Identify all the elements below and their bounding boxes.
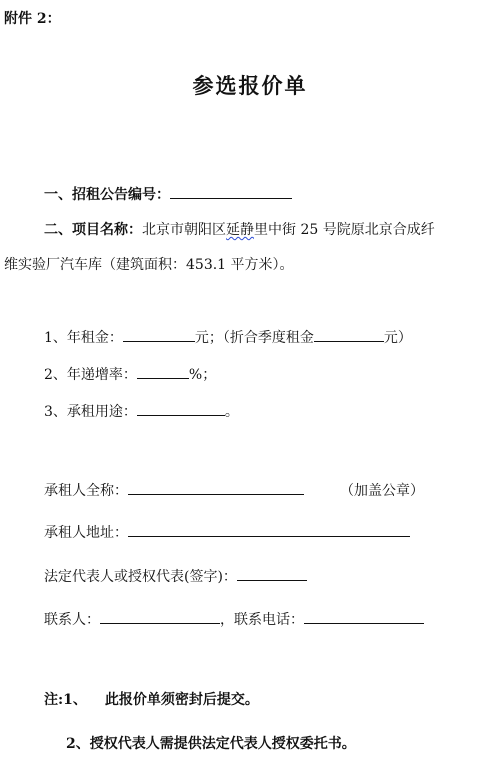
annual-rent-blank[interactable] xyxy=(123,329,195,342)
lessee-name-row xyxy=(44,480,304,500)
quarterly-rent-blank[interactable] xyxy=(314,329,384,342)
note-2: 2、授权代表人需提供法定代表人授权委托书。 xyxy=(66,736,356,752)
project-name-line2: 维实验厂汽车库（建筑面积：453.1 平方米）。 xyxy=(4,257,294,273)
seal-note: （加盖公章） xyxy=(340,483,424,499)
lessee-name-label: 承租人全称： xyxy=(44,483,128,499)
lessee-name-blank[interactable] xyxy=(128,482,304,495)
rental-use-end: 。 xyxy=(224,404,239,420)
annual-rent-unit: 元；（折合季度租金 xyxy=(194,330,314,346)
increase-rate-unit: %； xyxy=(188,367,217,383)
contact-blank[interactable] xyxy=(100,611,220,624)
rental-use-label: 3、承租用途： xyxy=(44,404,137,420)
legal-rep-label: 法定代表人或授权代表(签字)： xyxy=(44,569,237,585)
note-1-prefix: 注:1、 xyxy=(44,692,87,708)
quarterly-rent-unit: 元） xyxy=(383,330,412,346)
increase-rate-row xyxy=(44,364,216,384)
project-name-row xyxy=(44,219,435,239)
contact-phone-label: ，联系电话： xyxy=(220,612,304,628)
annual-rent-label: 1、年租金： xyxy=(44,330,123,346)
increase-rate-blank[interactable] xyxy=(137,366,189,379)
rental-use-row xyxy=(44,401,239,421)
tender-number-blank[interactable] xyxy=(170,186,292,199)
page-title: 参选报价单 xyxy=(192,73,308,98)
tender-number-row xyxy=(44,184,292,204)
contact-row xyxy=(44,609,424,629)
rental-use-blank[interactable] xyxy=(137,403,225,416)
attachment-label: 附件 2： xyxy=(4,11,61,27)
increase-rate-label: 2、年递增率： xyxy=(44,367,137,383)
contact-phone-blank[interactable] xyxy=(304,611,424,624)
project-address-highlight: 延静 xyxy=(226,222,254,238)
annual-rent-row xyxy=(44,327,412,347)
project-address-part1: 北京市朝阳区 xyxy=(142,222,226,238)
note-1-text: 此报价单须密封后提交。 xyxy=(104,692,259,708)
project-address-part2: 里中街 25 号院原北京合成纤 xyxy=(254,222,435,238)
tender-number-label: 一、招租公告编号： xyxy=(44,187,170,203)
legal-rep-blank[interactable] xyxy=(237,568,307,581)
contact-label: 联系人： xyxy=(44,612,100,628)
legal-rep-row xyxy=(44,566,307,586)
note-1 xyxy=(44,689,259,709)
lessee-address-row xyxy=(44,522,410,542)
lessee-address-label: 承租人地址： xyxy=(44,525,128,541)
lessee-address-blank[interactable] xyxy=(128,524,410,537)
project-name-label: 二、项目名称： xyxy=(44,222,142,238)
